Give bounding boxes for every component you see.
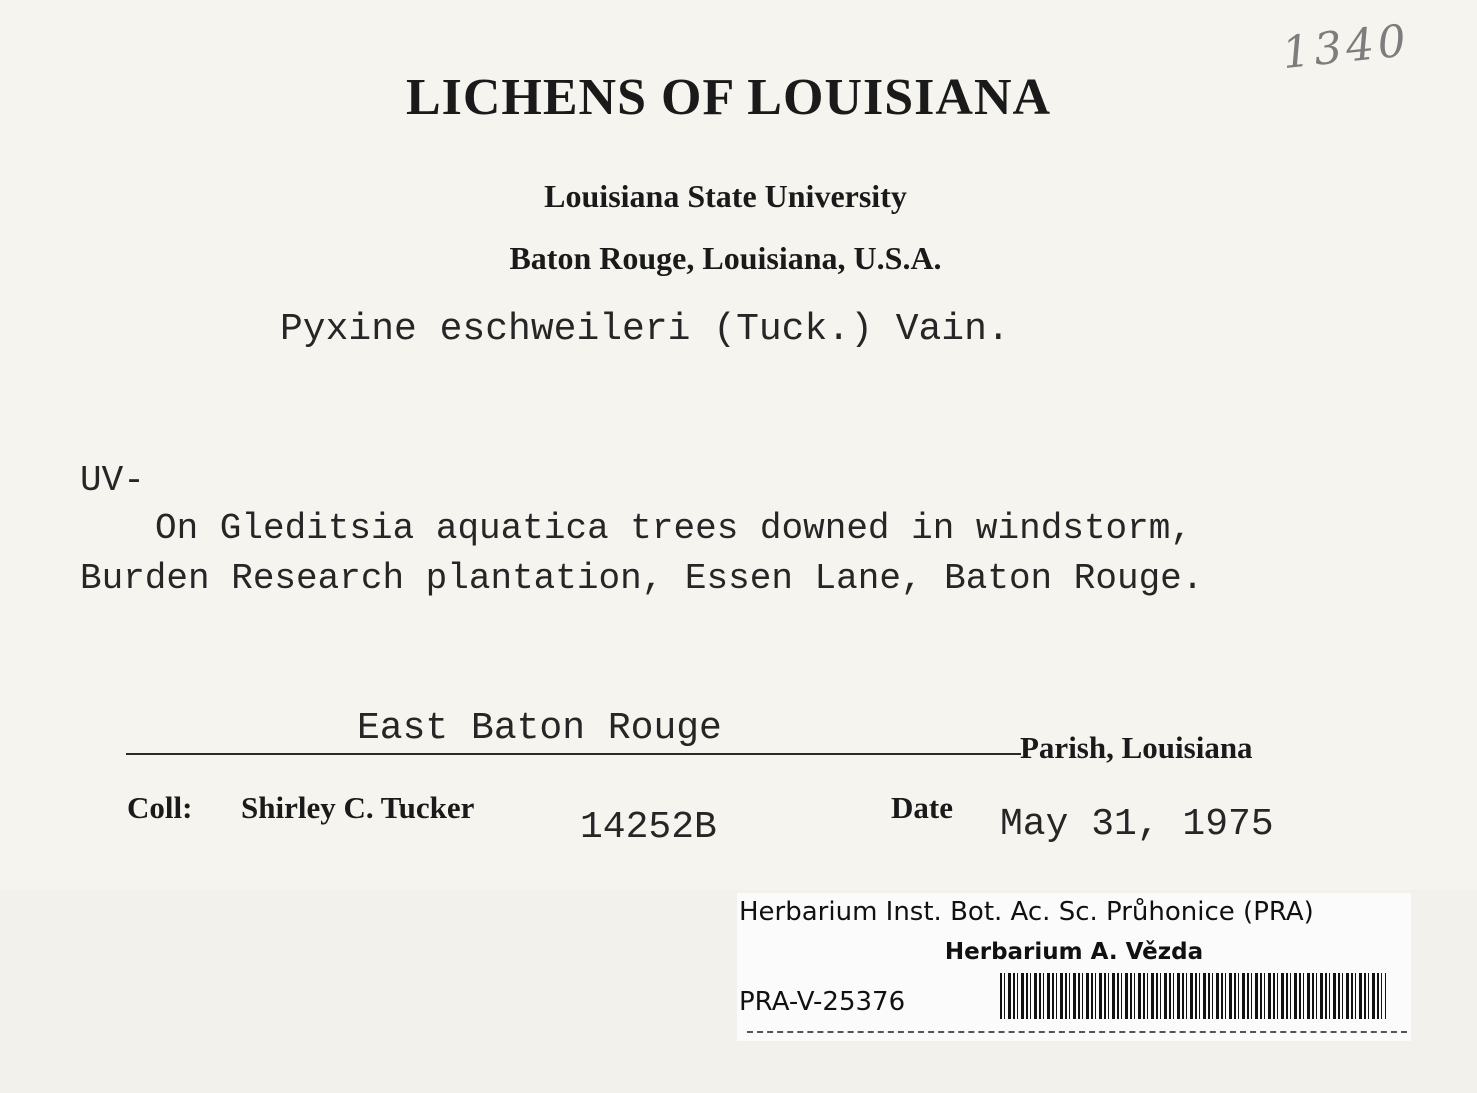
institution-location: Baton Rouge, Louisiana, U.S.A.	[509, 240, 942, 276]
collector-name: Shirley C. Tucker	[241, 790, 475, 825]
habitat-line-2: Burden Research plantation, Essen Lane, Baton Rouge.	[80, 558, 1204, 599]
herbarium-institution: Herbarium Inst. Bot. Ac. Sc. Průhonice (PRA)	[739, 897, 1314, 927]
collection-date: May 31, 1975	[1000, 803, 1274, 846]
uv-note: UV-	[80, 460, 145, 501]
handwritten-note: 1340	[1279, 15, 1413, 80]
parish-underline	[126, 753, 1021, 755]
collection-number: 14252B	[580, 806, 717, 849]
herbarium-sticker	[737, 893, 1411, 1041]
dashed-divider	[747, 1031, 1407, 1033]
date-label: Date	[891, 790, 953, 825]
species-name: Pyxine eschweileri (Tuck.) Vain.	[280, 308, 1010, 351]
parish-label: Parish, Louisiana	[1020, 730, 1253, 765]
label-title: LICHENS OF LOUISIANA	[405, 69, 1052, 126]
herbarium-collection: Herbarium A. Vězda	[944, 939, 1204, 965]
institution-name: Louisiana State University	[544, 178, 907, 214]
herbarium-id: PRA-V-25376	[739, 987, 906, 1017]
barcode-icon	[1000, 973, 1386, 1019]
collector-label: Coll:	[127, 790, 193, 825]
parish-value: East Baton Rouge	[357, 707, 722, 750]
habitat-line-1: On Gleditsia aquatica trees downed in windstorm,	[155, 508, 1192, 549]
